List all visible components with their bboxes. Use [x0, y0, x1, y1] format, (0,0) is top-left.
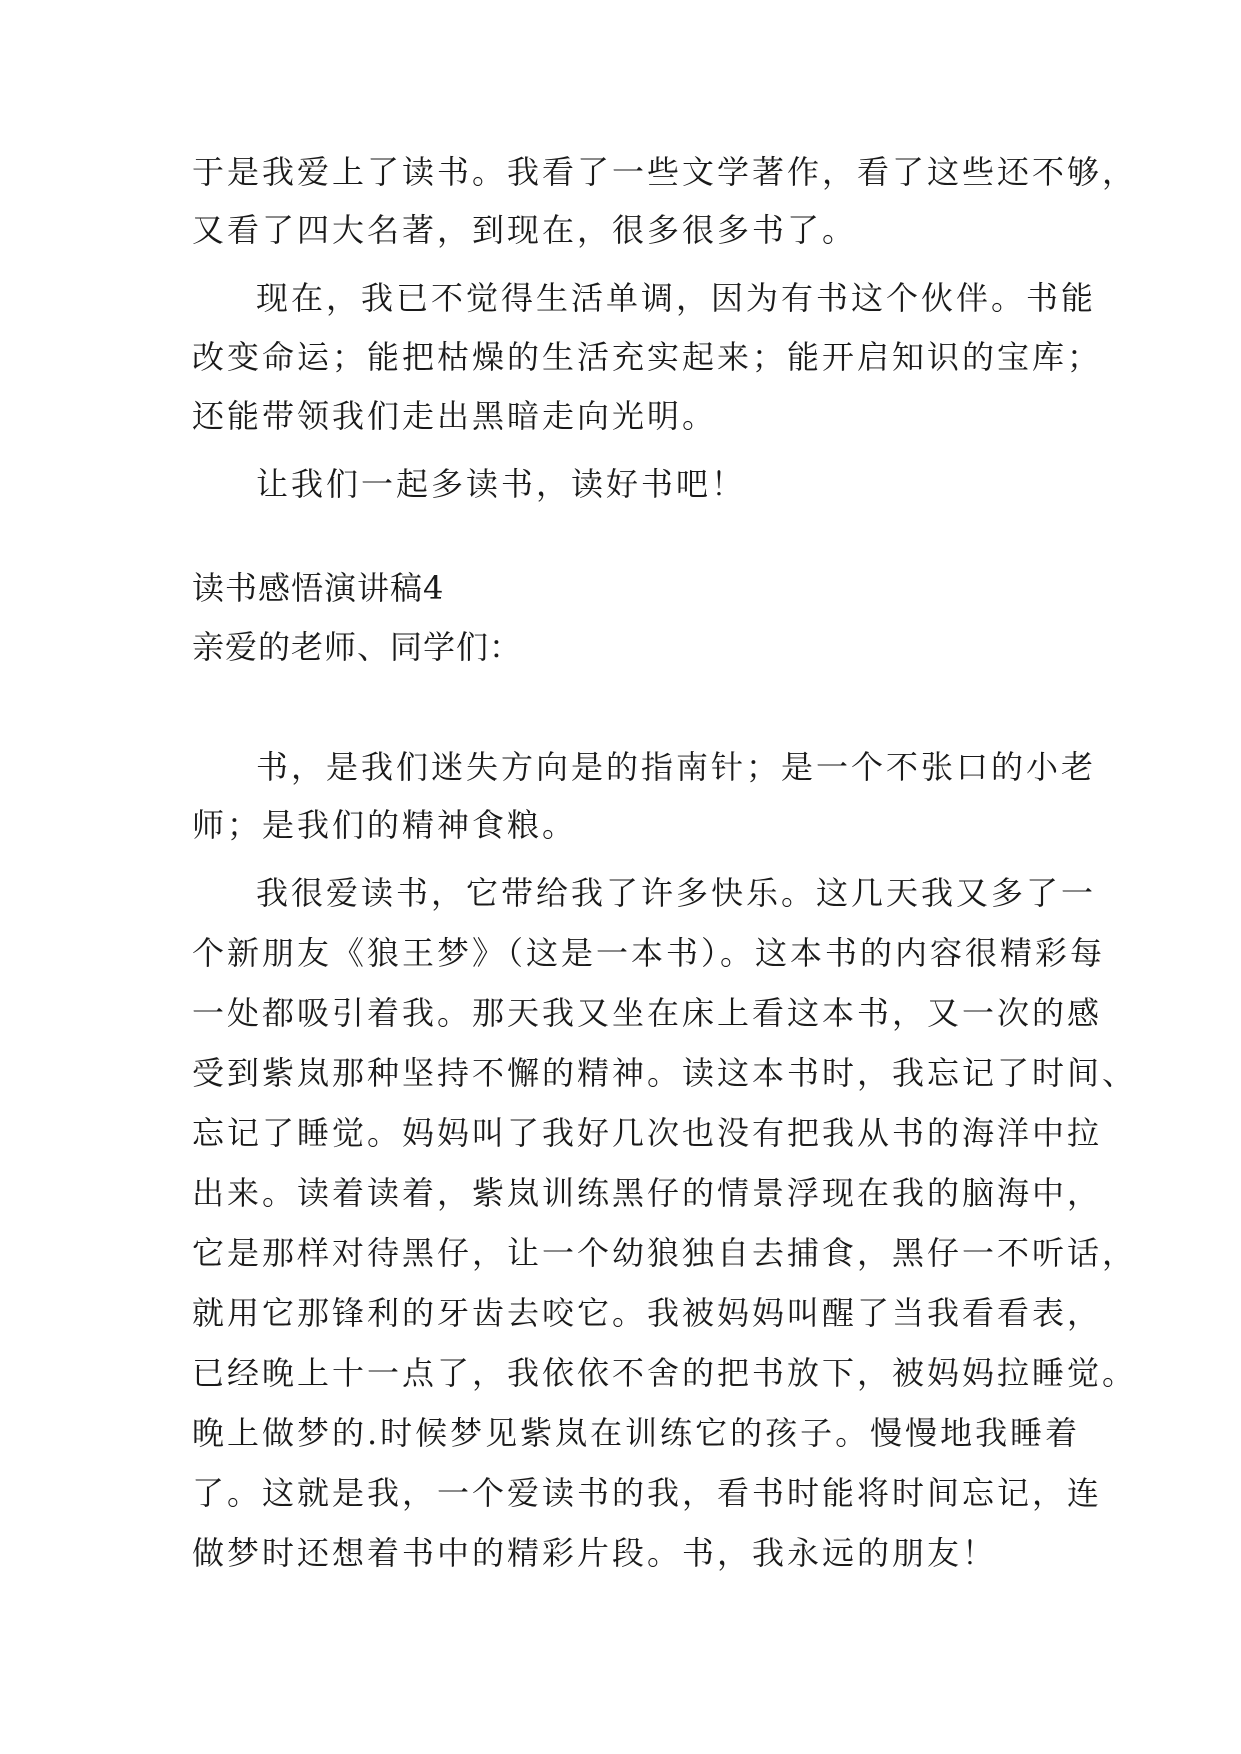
paragraph-5-line-2: 个新朋友《狼王梦》（这是一本书）。这本书的内容很精彩每	[192, 934, 1106, 972]
paragraph-5-line-6: 出来。读着读着，紫岚训练黑仔的情景浮现在我的脑海中，	[192, 1174, 1103, 1212]
paragraph-2-line-1: 现在，我已不觉得生活单调，因为有书这个伙伴。书能	[256, 279, 1097, 317]
paragraph-5-line-1: 我很爱读书，它带给我了许多快乐。这几天我又多了一	[256, 874, 1097, 912]
paragraph-5-line-12: 做梦时还想着书中的精彩片段。书，我永远的朋友！	[192, 1534, 998, 1572]
paragraph-5-line-9: 已经晚上十一点了，我依依不舍的把书放下，被妈妈拉睡觉。	[192, 1354, 1138, 1392]
paragraph-4-line-2: 师；是我们的精神食粮。	[192, 806, 578, 844]
paragraph-5-line-5: 忘记了睡觉。妈妈叫了我好几次也没有把我从书的海洋中拉	[192, 1114, 1103, 1152]
paragraph-5-line-4: 受到紫岚那种坚持不懈的精神。读这本书时，我忘记了时间、	[192, 1054, 1138, 1092]
paragraph-5-line-8: 就用它那锋利的牙齿去咬它。我被妈妈叫醒了当我看看表，	[192, 1294, 1103, 1332]
paragraph-4-line-1: 书，是我们迷失方向是的指南针；是一个不张口的小老	[256, 748, 1097, 786]
paragraph-5-line-7: 它是那样对待黑仔，让一个幼狼独自去捕食，黑仔一不听话，	[192, 1234, 1138, 1272]
paragraph-2-line-3: 还能带领我们走出黑暗走向光明。	[192, 397, 718, 435]
paragraph-5-line-11: 了。这就是我，一个爱读书的我，看书时能将时间忘记，连	[192, 1474, 1103, 1512]
paragraph-1-line-1: 于是我爱上了读书。我看了一些文学著作，看了这些还不够，	[192, 153, 1138, 191]
paragraph-2-line-2: 改变命运；能把枯燥的生活充实起来；能开启知识的宝库；	[192, 338, 1103, 376]
section-title: 读书感悟演讲稿4	[192, 569, 445, 607]
paragraph-5-line-3: 一处都吸引着我。那天我又坐在床上看这本书，又一次的感	[192, 994, 1103, 1032]
paragraph-3-line-1: 让我们一起多读书，读好书吧！	[256, 465, 747, 503]
greeting: 亲爱的老师、同学们：	[192, 628, 523, 666]
paragraph-1-line-2: 又看了四大名著，到现在，很多很多书了。	[192, 211, 858, 249]
paragraph-5-line-10: 晚上做梦的.时候梦见紫岚在训练它的孩子。慢慢地我睡着	[192, 1414, 1081, 1452]
